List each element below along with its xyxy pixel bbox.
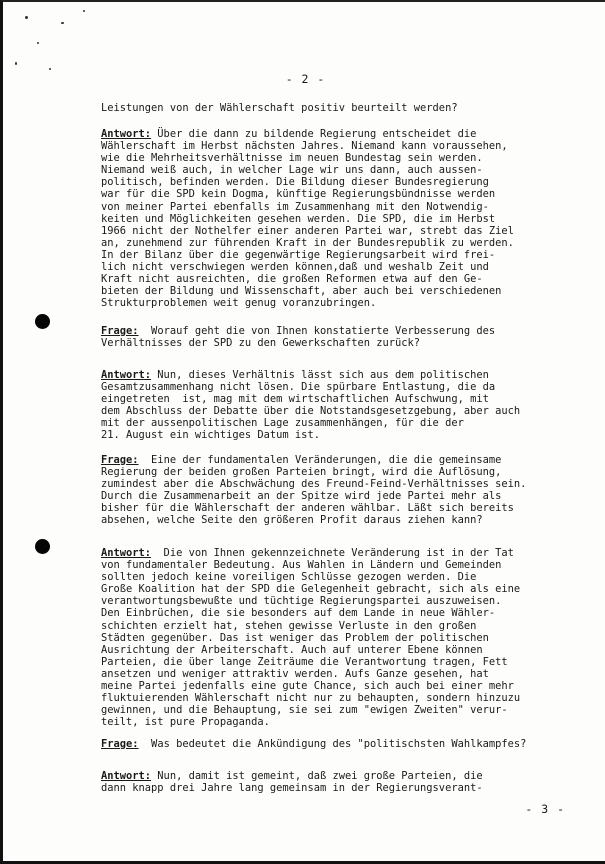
paragraph-answer-3 [101, 547, 597, 728]
scan-speck [83, 10, 85, 12]
paragraph-question-3 [101, 454, 597, 527]
scan-speck [25, 16, 28, 19]
question-label: Frage: [101, 325, 139, 337]
answer-label: Antwort: [101, 770, 152, 782]
page-number: - 2 - [285, 72, 326, 86]
paragraph-text: Nun, dieses Verhältnis lässt sich aus dem politischen Gesamtzusammenhang nicht lösen. Die spürbare Entlastung, die da eingetreten ist, mag mit dem wirtschaftlichen Aufschwung, mit dem Abschluss der Debatte über die Notstandsgesetzgebung, aber auch mit der aussenpolitischen Lage zusammenhängen, für die der 21. August ein wichtiges Datum ist. [101, 369, 521, 442]
paragraph-text: Eine der fundamentalen Veränderungen, die die gemeinsame Regierung der beiden großen Parteien bringt, wird die Auflösung, zumindest aber die Abschwächung des Freund-Feind-Verhältnisses sein. Durch die Zusammenarbeit an der Spitze wird jede Partei mehr als bisher für die Wählerschaft der anderen wählbar. Läßt sich bereits absehen, welche Seite den größeren Profit daraus ziehen kann? [101, 454, 527, 527]
scan-speck [49, 68, 51, 70]
answer-label: Antwort: [101, 547, 152, 559]
paragraph-answer-4 [101, 770, 597, 794]
paragraph-text: Leistungen von der Wählerschaft positiv beurteilt werden? [101, 102, 458, 114]
punch-hole-lower [35, 539, 50, 554]
paragraph-text: Nun, damit ist gemeint, daß zwei große Parteien, die dann knapp drei Jahre lang gemeinsam in der Regierungsverant- [101, 770, 483, 795]
paragraph-text: Was bedeutet die Ankündigung des "politischsten Wahlkampfes? [138, 738, 527, 750]
paragraph-question-4 [101, 738, 597, 750]
next-page-marker: - 3 - [525, 802, 565, 816]
paragraph-text: Über die dann zu bildende Regierung entscheidet die Wählerschaft im Herbst nächsten Jahres. Niemand kann voraussehen, wie die Mehrheitsverhältnisse im neuen Bundestag sein werden. Niemand weiß auch, in welcher Lage wir uns dann, auch aussen- politisch, befinden werden. Die Bildung dieser Bundesregierung war für die SPD kein Dogma, künftige Regierungsbündnisse werden von meiner Partei ebenfalls im Zusammenhang mit den Notwendig- keiten und Möglichkeiten gesehen werden. Die SPD, die im Herbst 1966 nicht der Nothelfer einer anderen Partei war, strebt das Ziel an, zunehmend zur führenden Kraft in der Bundesrepublik zu werden. In der Bilanz über die gegenwärtige Regierungsarbeit wird frei- lich nicht verschwiegen werden können,daß und weshalb Zeit und Kraft nicht ausreichten, die großen Reformen etwa auf den Ge- bieten der Bildung und Wissenschaft, aber auch bei verschiedenen Strukturproblemen weit genug voranzubringen. [101, 128, 514, 310]
answer-label: Antwort: [101, 128, 152, 140]
question-label: Frage: [101, 454, 139, 466]
punch-hole-upper [35, 314, 50, 329]
paragraph-answer-1 [101, 128, 597, 309]
paragraph-answer-2 [101, 369, 597, 442]
question-label: Frage: [101, 738, 139, 750]
scan-speck [37, 42, 39, 44]
paragraph-text: Die von Ihnen gekennzeichnete Veränderung ist in der Tat von fundamentaler Bedeutung. Aus Wahlen in Ländern und Gemeinden sollten jedoch keine voreiligen Schlüsse gezogen werden. Die Große Koalition hat der SPD die Gelegenheit gebracht, sich als eine verantwortungsbewußte und tüchtige Regierungspartei auszuweisen. Den Einbrüchen, die sie besonders auf dem Lande in neue Wähler- schichten erzielt hat, stehen gewisse Verluste in den großen Städten gegenüber. Das ist weniger das Problem der politischen Ausrichtung der Arbeiterschaft. Auch auf unterer Ebene können Parteien, die über lange Zeiträume die Verantwortung tragen, Fett ansetzen und weniger attraktiv werden. Aufs Ganze gesehen, hat meine Partei jedenfalls eine gute Chance, sich auch bei einer mehr fluktuierenden Wählerschaft nicht nur zu behaupten, sondern hinzuzu gewinnen, und die Behauptung, sie sei zum "ewigen Zweiten" verur- teilt, ist pure Propaganda. [101, 547, 521, 729]
paragraph-text: Worauf geht die von Ihnen konstatierte Verbesserung des Verhältnisses der SPD zu den Gewerkschaften zurück? [101, 325, 496, 350]
paragraph-question-continuation [101, 102, 597, 114]
answer-label: Antwort: [101, 369, 152, 381]
scan-speck [61, 22, 64, 24]
paragraph-question-2 [101, 325, 597, 349]
scan-speck [15, 62, 17, 65]
